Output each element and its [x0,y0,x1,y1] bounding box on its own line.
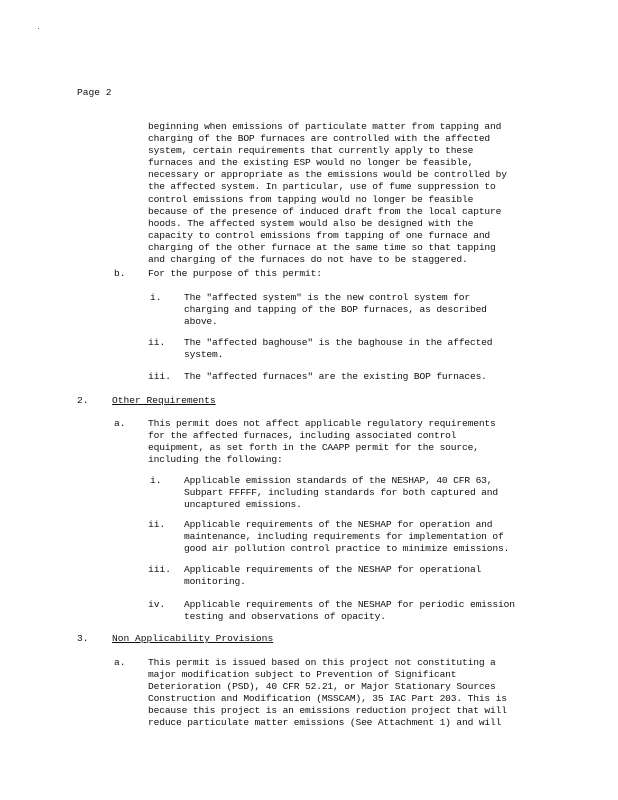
intro-paragraph: beginning when emissions of particulate matter from tapping and charging of the BOP furnaces are controlled with the affected system, certain requirements that currently apply to these furnaces and the existing ESP would no longer be feasible, necessary or appropriate as the emissions would be controlled by the affected system. In particular, use of fume suppression to control emissions from tapping would no longer be feasible because of the presence of induced draft from the local capture hoods. The affected system would also be designed with the capacity to control emissions from tapping of one furnace and charging of the other furnace at the same time so that tapping and charging of the furnaces do not have to be staggered. [148,121,507,266]
section-2-a-ii-text: Applicable requirements of the NESHAP for operation and maintenance, including requirements for implementation of good air pollution control practice to minimize emissions. [184,519,510,555]
item-b-iii-text: The "affected furnaces" are the existing BOP furnaces. [184,371,487,382]
item-b-iii-marker: iii. [148,371,172,382]
section-3-a-marker: a. [114,657,126,668]
item-b-marker: b. [114,268,126,279]
section-3-a-text: This permit is issued based on this project not constituting a major modification subject to Prevention of Significant Deterioration (PSD), 40 CFR 52.21, or Major Stationary Sources Construction and Modification (MSSCAM), 35 IAC Part 203. This is because this project is an emissions reduction project that will reduce particulate matter emissions (See Attachment 1) and will [148,657,507,729]
section-2-a-iv-marker: iv. [148,599,166,610]
section-2-number: 2. [77,395,89,406]
section-3-heading: Non Applicability Provisions [112,633,274,644]
section-3-number: 3. [77,633,89,644]
section-2-a-ii-marker: ii. [148,519,166,530]
item-b-ii-text: The "affected baghouse" is the baghouse in the affected system. [184,337,493,361]
section-2-a-iv-text: Applicable requirements of the NESHAP for periodic emission testing and observations of opacity. [184,599,515,623]
item-b-i-marker: i. [150,292,162,303]
section-2-a-text: This permit does not affect applicable regulatory requirements for the affected furnaces, including associated control equipment, as set forth in the CAAPP permit for the source, including the following: [148,418,496,466]
section-2-a-iii-marker: iii. [148,564,172,575]
item-b-ii-marker: ii. [148,337,166,348]
section-2-a-marker: a. [114,418,126,429]
section-2-heading: Other Requirements [112,395,216,406]
section-2-a-i-marker: i. [150,475,162,486]
section-2-a-i-text: Applicable emission standards of the NESHAP, 40 CFR 63, Subpart FFFFF, including standards for both captured and uncaptured emissions. [184,475,499,511]
scan-speck [38,28,39,29]
item-b-i-text: The "affected system" is the new control system for charging and tapping of the BOP furnaces, as described above. [184,292,487,328]
item-b-text: For the purpose of this permit: [148,268,322,279]
page-label: Page 2 [77,87,112,98]
section-2-a-iii-text: Applicable requirements of the NESHAP for operational monitoring. [184,564,482,588]
